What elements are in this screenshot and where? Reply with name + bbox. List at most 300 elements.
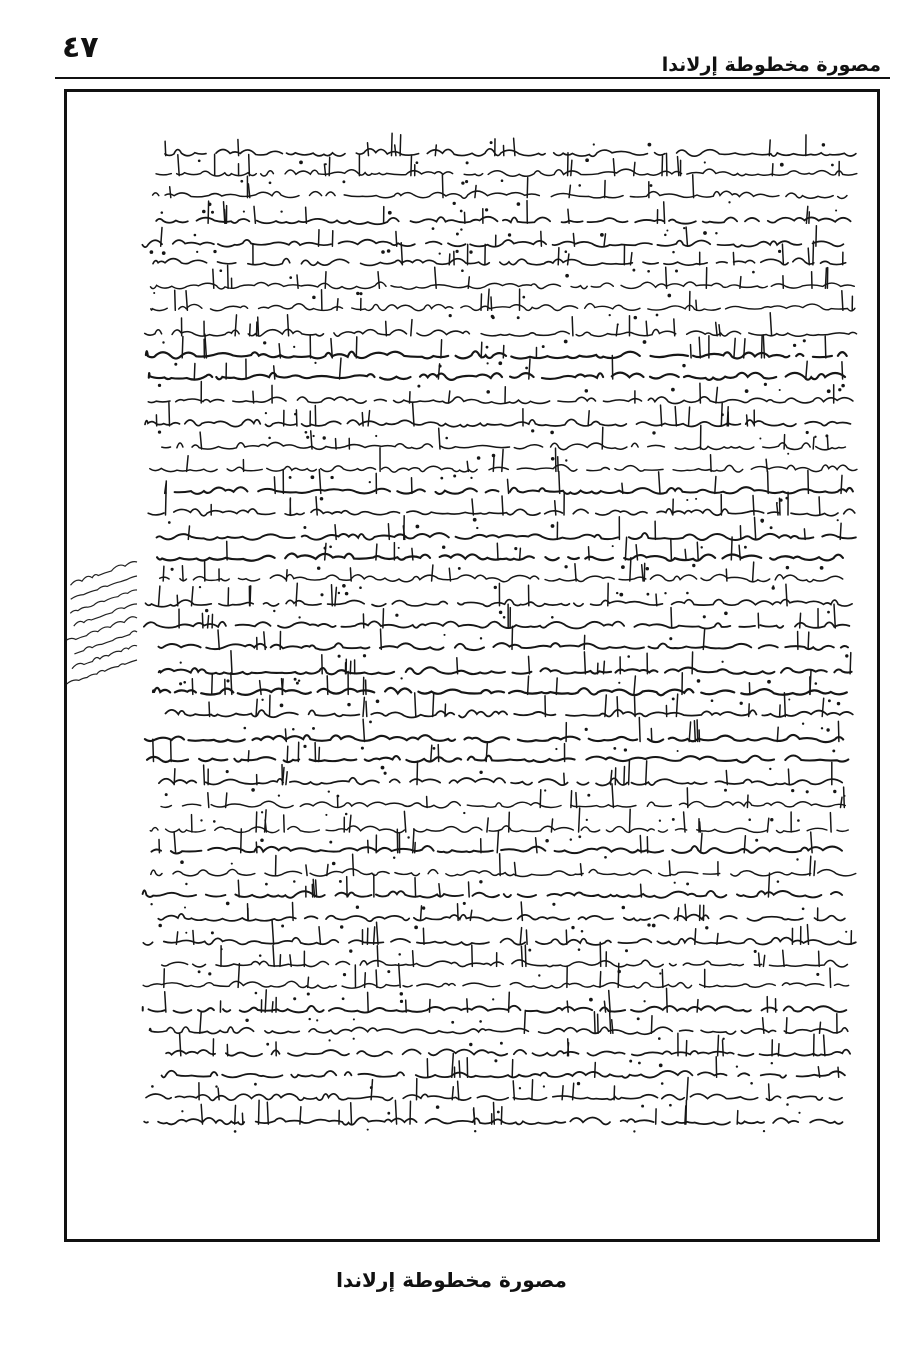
- script-dot: [581, 930, 584, 933]
- script-dot: [469, 250, 472, 253]
- script-dot: [324, 547, 327, 550]
- script-dot: [646, 567, 649, 570]
- page-number: ٤٧: [62, 30, 99, 65]
- script-stroke: [564, 773, 565, 784]
- script-stroke: [259, 1100, 260, 1124]
- script-dot: [328, 790, 330, 792]
- script-dot: [451, 1021, 454, 1024]
- script-dot: [460, 228, 462, 230]
- script-line: [145, 1027, 848, 1034]
- script-dot: [728, 201, 730, 203]
- script-stroke: [687, 1078, 688, 1100]
- script-line: [157, 149, 856, 157]
- script-stroke: [406, 1000, 407, 1012]
- script-stroke: [186, 291, 187, 311]
- margin-note-line: [70, 590, 137, 613]
- script-dot: [748, 818, 751, 821]
- script-line: [151, 282, 855, 289]
- script-stroke: [286, 570, 287, 581]
- script-stroke: [595, 1063, 596, 1078]
- script-stroke: [413, 951, 414, 967]
- script-dot: [320, 593, 323, 596]
- script-stroke: [769, 140, 770, 156]
- script-stroke: [700, 383, 701, 403]
- script-stroke: [687, 788, 688, 808]
- script-stroke: [810, 856, 811, 875]
- script-stroke: [598, 1014, 599, 1033]
- script-line: [142, 846, 842, 853]
- script-stroke: [410, 1101, 411, 1124]
- script-dot: [705, 926, 708, 929]
- script-dot: [643, 1000, 645, 1002]
- script-dot: [711, 699, 714, 702]
- script-dot: [268, 437, 271, 440]
- script-dot: [486, 390, 490, 394]
- script-stroke: [381, 629, 382, 649]
- script-line: [153, 258, 846, 265]
- script-dot: [600, 233, 604, 237]
- script-dot: [294, 678, 297, 681]
- script-stroke: [678, 908, 679, 921]
- margin-note-line: [71, 576, 137, 599]
- script-stroke: [441, 340, 442, 358]
- script-stroke: [693, 175, 694, 198]
- script-dot: [629, 1060, 632, 1063]
- script-stroke: [325, 543, 326, 560]
- script-stroke: [242, 1113, 243, 1124]
- script-dot: [755, 839, 758, 842]
- script-dot: [661, 1082, 664, 1085]
- script-stroke: [697, 542, 698, 560]
- script-dot: [211, 211, 214, 214]
- script-line: [145, 217, 851, 224]
- script-stroke: [726, 569, 727, 581]
- script-dot: [767, 680, 771, 684]
- script-stroke: [235, 1105, 236, 1124]
- script-stroke: [388, 524, 389, 540]
- script-line: [153, 688, 847, 695]
- script-dot: [542, 345, 545, 348]
- script-stroke: [800, 613, 801, 628]
- script-stroke: [228, 265, 229, 288]
- script-dot: [439, 365, 442, 368]
- script-stroke: [666, 267, 667, 288]
- script-stroke: [529, 359, 530, 379]
- script-stroke: [253, 391, 254, 403]
- script-dot: [442, 545, 445, 548]
- script-dot: [179, 682, 182, 685]
- script-dot: [770, 526, 773, 529]
- script-stroke: [258, 317, 259, 336]
- script-stroke: [356, 337, 357, 358]
- script-stroke: [250, 324, 251, 336]
- script-stroke: [493, 456, 494, 471]
- script-stroke: [165, 141, 166, 155]
- script-dot: [667, 294, 671, 298]
- script-stroke: [431, 745, 432, 761]
- script-dot: [260, 839, 264, 843]
- script-dot: [761, 520, 763, 522]
- script-stroke: [641, 884, 642, 897]
- script-dot: [469, 1043, 472, 1046]
- script-dot: [477, 456, 481, 460]
- script-stroke: [784, 693, 785, 717]
- script-dot: [293, 346, 295, 348]
- script-dot: [198, 159, 201, 162]
- script-dot: [736, 1065, 738, 1067]
- script-stroke: [551, 819, 552, 832]
- script-dot: [525, 367, 528, 370]
- script-dot: [312, 435, 314, 437]
- script-stroke: [378, 272, 379, 289]
- script-stroke: [841, 475, 842, 493]
- script-dot: [577, 1082, 580, 1085]
- script-dot: [234, 1130, 237, 1133]
- script-dot: [632, 269, 635, 272]
- script-dot: [825, 434, 828, 437]
- script-dot: [827, 389, 831, 393]
- script-dot: [465, 180, 468, 183]
- script-dot: [517, 316, 520, 319]
- script-dot: [822, 143, 825, 146]
- script-dot: [585, 389, 588, 392]
- script-stroke: [842, 291, 843, 311]
- script-stroke: [834, 604, 835, 628]
- script-stroke: [573, 234, 574, 247]
- script-dot: [659, 972, 661, 974]
- script-stroke: [520, 928, 521, 945]
- script-stroke: [327, 676, 328, 695]
- script-stroke: [188, 526, 189, 539]
- script-stroke: [376, 544, 377, 560]
- script-dot: [292, 728, 295, 731]
- script-line: [149, 533, 856, 540]
- script-dot: [659, 1064, 663, 1068]
- script-dot: [571, 926, 574, 929]
- script-dot: [479, 771, 482, 774]
- script-dot: [226, 679, 229, 682]
- script-dot: [316, 1019, 318, 1021]
- script-stroke: [174, 769, 175, 785]
- script-stroke: [260, 681, 262, 695]
- script-dot: [833, 790, 836, 793]
- script-stroke: [256, 842, 257, 853]
- script-dot: [570, 838, 572, 840]
- script-stroke: [589, 547, 590, 560]
- script-dot: [273, 610, 275, 612]
- script-stroke: [579, 808, 580, 832]
- script-line: [146, 351, 847, 358]
- script-line: [139, 600, 852, 607]
- script-dot: [675, 270, 678, 273]
- script-dot: [659, 820, 661, 822]
- script-stroke: [604, 1001, 605, 1012]
- script-stroke: [497, 831, 498, 853]
- script-stroke: [584, 635, 585, 649]
- script-stroke: [838, 721, 839, 741]
- script-dot: [251, 788, 255, 792]
- script-stroke: [630, 558, 631, 581]
- script-dot: [240, 180, 243, 183]
- script-dot: [245, 1019, 248, 1022]
- header-rule: [55, 77, 890, 79]
- script-stroke: [249, 155, 250, 176]
- script-stroke: [297, 275, 298, 288]
- script-dot: [280, 704, 284, 708]
- script-stroke: [824, 1035, 825, 1056]
- script-dot: [815, 682, 818, 685]
- script-stroke: [636, 545, 637, 560]
- script-dot: [578, 184, 581, 187]
- script-dot: [359, 292, 362, 295]
- script-dot: [367, 1129, 369, 1131]
- script-stroke: [166, 493, 167, 515]
- script-dot: [715, 232, 717, 234]
- script-dot: [543, 1085, 545, 1087]
- script-dot: [637, 1017, 640, 1020]
- script-stroke: [600, 942, 601, 966]
- script-dot: [317, 566, 320, 569]
- script-dot: [340, 925, 343, 928]
- script-stroke: [208, 616, 209, 628]
- script-stroke: [696, 300, 697, 310]
- script-stroke: [350, 661, 351, 674]
- script-line: [166, 1049, 850, 1056]
- script-dot: [503, 616, 506, 619]
- script-stroke: [625, 537, 626, 560]
- script-dot: [754, 950, 757, 953]
- script-line: [151, 304, 855, 311]
- script-stroke: [762, 336, 763, 358]
- script-dot: [669, 1104, 672, 1107]
- script-dot: [259, 954, 262, 957]
- script-stroke: [830, 813, 831, 832]
- script-dot: [422, 906, 425, 909]
- script-dot: [213, 250, 216, 253]
- script-dot: [625, 949, 628, 952]
- script-stroke: [697, 720, 698, 742]
- script-dot: [564, 565, 567, 568]
- script-dot: [492, 998, 494, 1000]
- script-dot: [329, 841, 332, 844]
- script-dot: [837, 519, 839, 521]
- script-stroke: [363, 697, 364, 716]
- script-stroke: [763, 1018, 764, 1034]
- script-dot: [686, 592, 689, 595]
- script-dot: [508, 233, 511, 236]
- running-head: مصورة مخطوطة إرلاندا: [661, 54, 881, 76]
- script-stroke: [512, 626, 513, 649]
- script-stroke: [808, 248, 809, 265]
- script-stroke: [231, 673, 232, 695]
- script-stroke: [193, 931, 194, 945]
- script-dot: [369, 481, 371, 483]
- script-stroke: [395, 1100, 396, 1124]
- script-line: [136, 240, 843, 247]
- script-stroke: [254, 206, 255, 223]
- script-dot: [185, 932, 187, 934]
- script-stroke: [336, 439, 337, 449]
- script-dot: [308, 1018, 310, 1020]
- script-stroke: [503, 346, 504, 358]
- script-stroke: [634, 676, 636, 694]
- script-dot: [843, 795, 845, 797]
- script-dot: [369, 720, 372, 723]
- script-dot: [381, 766, 385, 770]
- script-dot: [466, 161, 469, 164]
- script-stroke: [612, 1020, 613, 1034]
- script-dot: [578, 948, 581, 951]
- script-stroke: [838, 1067, 839, 1077]
- script-dot: [338, 592, 340, 594]
- script-dot: [777, 880, 780, 883]
- script-stroke: [200, 1012, 201, 1033]
- script-dot: [616, 592, 618, 594]
- script-stroke: [777, 727, 778, 741]
- script-stroke: [417, 761, 418, 785]
- script-stroke: [174, 832, 176, 853]
- script-line: [149, 373, 845, 380]
- script-stroke: [520, 548, 521, 560]
- script-dot: [806, 790, 809, 793]
- script-dot: [180, 860, 184, 864]
- script-dot: [261, 811, 263, 813]
- script-dot: [194, 234, 197, 237]
- script-stroke: [458, 904, 459, 921]
- script-dot: [497, 1111, 500, 1114]
- script-lines: [67, 133, 857, 1132]
- script-stroke: [475, 186, 476, 198]
- script-dot: [703, 231, 707, 235]
- script-line: [143, 981, 848, 988]
- script-dot: [388, 211, 392, 215]
- script-dot: [473, 518, 477, 522]
- script-stroke: [319, 927, 321, 945]
- script-stroke: [459, 1061, 460, 1077]
- script-line: [160, 575, 843, 582]
- script-dot: [479, 1020, 482, 1023]
- script-dot: [816, 973, 819, 976]
- script-dot: [303, 745, 306, 748]
- script-line: [146, 826, 849, 833]
- script-dot: [724, 611, 728, 615]
- script-dot: [361, 747, 364, 750]
- script-stroke: [806, 361, 807, 379]
- script-stroke: [723, 1040, 724, 1056]
- script-dot: [265, 412, 267, 414]
- script-stroke: [208, 793, 209, 808]
- script-dot: [161, 211, 164, 214]
- script-dot: [293, 997, 296, 1000]
- script-stroke: [182, 566, 183, 581]
- page-header: [0, 0, 903, 80]
- script-stroke: [788, 769, 789, 785]
- script-stroke: [747, 415, 748, 426]
- script-stroke: [421, 906, 422, 921]
- script-stroke: [784, 435, 785, 449]
- script-stroke: [170, 187, 171, 198]
- script-stroke: [806, 206, 807, 223]
- script-stroke: [497, 543, 498, 560]
- script-stroke: [780, 498, 781, 515]
- script-dot: [634, 316, 638, 320]
- script-dot: [280, 210, 282, 212]
- script-dot: [480, 637, 482, 639]
- script-dot: [686, 882, 689, 885]
- script-dot: [593, 143, 595, 145]
- script-stroke: [529, 656, 530, 673]
- script-dot: [342, 997, 345, 1000]
- script-stroke: [225, 210, 226, 224]
- script-stroke: [813, 241, 814, 264]
- script-dot: [802, 723, 804, 725]
- script-dot: [312, 727, 315, 730]
- script-dot: [470, 477, 472, 479]
- script-stroke: [830, 968, 831, 987]
- script-stroke: [651, 1016, 652, 1034]
- script-dot: [555, 748, 557, 750]
- script-stroke: [500, 854, 501, 876]
- script-dot: [779, 389, 781, 391]
- script-stroke: [386, 321, 387, 335]
- script-dot: [517, 202, 521, 206]
- script-stroke: [844, 787, 845, 807]
- script-line: [144, 621, 849, 628]
- script-dot: [669, 637, 672, 640]
- script-stroke: [200, 432, 202, 449]
- script-dot: [791, 789, 794, 792]
- script-dot: [329, 545, 332, 548]
- script-dot: [353, 1038, 355, 1040]
- script-dot: [786, 566, 789, 569]
- script-dot: [433, 747, 436, 750]
- script-dot: [585, 728, 588, 731]
- script-dot: [664, 592, 666, 594]
- script-stroke: [694, 721, 695, 742]
- script-stroke: [486, 742, 487, 762]
- script-dot: [400, 1000, 403, 1003]
- script-dot: [298, 616, 300, 618]
- script-stroke: [153, 739, 154, 761]
- script-dot: [672, 697, 675, 700]
- script-dot: [820, 566, 824, 570]
- script-dot: [162, 341, 164, 343]
- script-dot: [674, 882, 676, 884]
- script-dot: [835, 209, 837, 211]
- script-stroke: [753, 496, 754, 516]
- script-stroke: [584, 652, 585, 674]
- script-dot: [780, 163, 784, 167]
- script-stroke: [423, 928, 424, 944]
- script-dot: [769, 768, 771, 770]
- script-dot: [759, 437, 761, 439]
- script-dot: [460, 210, 463, 213]
- script-dot: [185, 883, 187, 885]
- script-dot: [806, 431, 809, 434]
- script-dot: [721, 413, 724, 416]
- script-stroke: [808, 471, 809, 494]
- script-stroke: [192, 679, 193, 695]
- script-dot: [700, 546, 702, 548]
- script-stroke: [433, 693, 434, 716]
- script-dot: [342, 180, 345, 183]
- script-stroke: [786, 1018, 787, 1034]
- script-dot: [752, 271, 755, 274]
- script-stroke: [786, 584, 787, 606]
- script-dot: [343, 973, 346, 976]
- script-dot: [787, 453, 789, 455]
- script-dot: [370, 1086, 373, 1089]
